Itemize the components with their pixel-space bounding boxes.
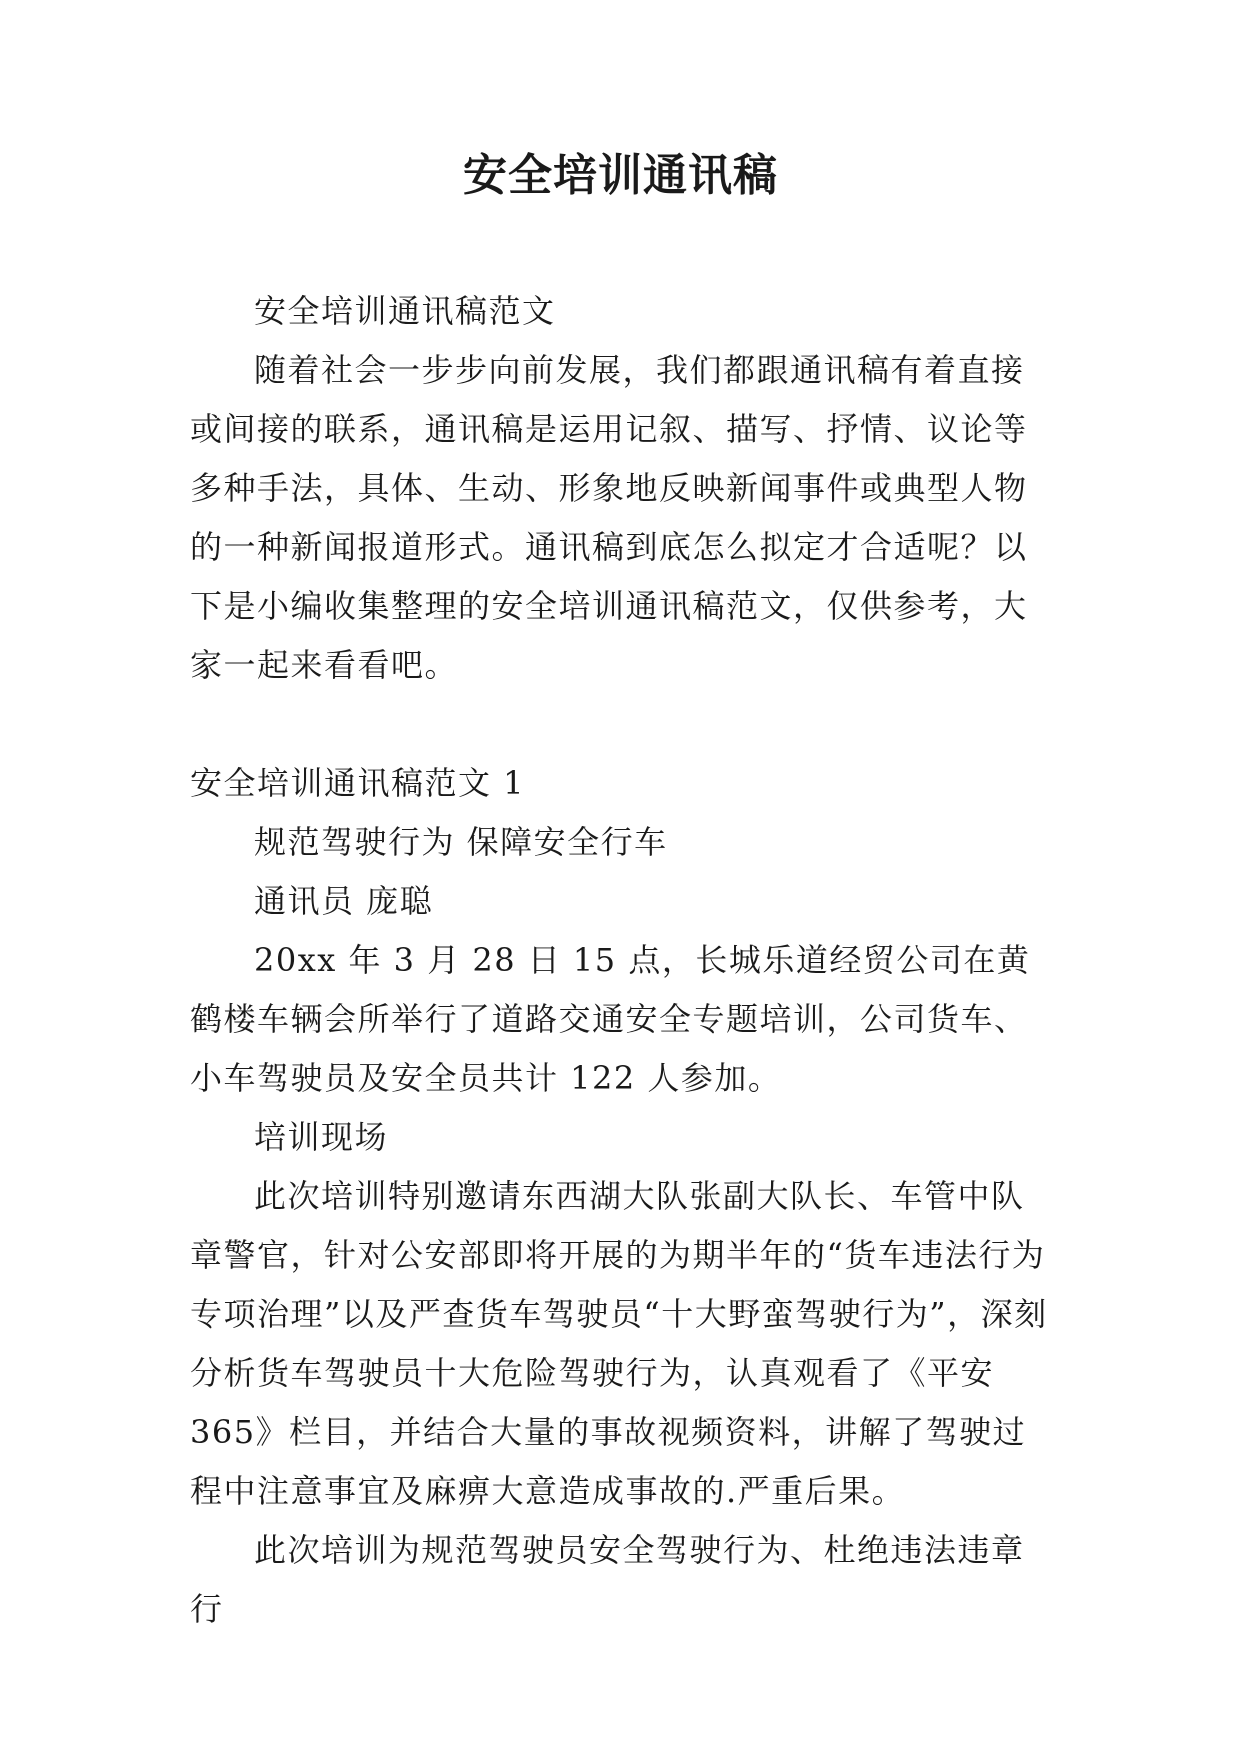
article-headline: 规范驾驶行为 保障安全行车 <box>254 823 668 861</box>
article-paragraph: 20xx 年 3 月 28 日 15 点，长城乐道经贸公司在黄鹤楼车辆会所举行了道路交通安全专题培训，公司货车、小车驾驶员及安全员共计 122 人参加。 <box>190 941 1031 1097</box>
photo-caption: 培训现场 <box>254 1118 389 1156</box>
article-paragraph: 此次培训特别邀请东西湖大队张副大队长、车管中队章警官，针对公安部即将开展的为期半年的“货车违法行为专项治理”以及严查货车驾驶员“十大野蛮驾驶行为”，深刻分析货车驾驶员十大危险驾驶行为，认真观看了《平安 365》栏目，并结合大量的事故视频资料，讲解了驾驶过程中注意事宜及麻痹大意造成事故的.严重后果。 <box>190 1177 1048 1510</box>
section-spacer <box>190 695 1050 754</box>
intro-paragraph: 随着社会一步步向前发展，我们都跟通讯稿有着直接或间接的联系，通讯稿是运用记叙、描写、抒情、议论等多种手法，具体、生动、形象地反映新闻事件或典型人物的一种新闻报道形式。通讯稿到底怎么拟定才合适呢？以下是小编收集整理的安全培训通讯稿范文，仅供参考，大家一起来看看吧。 <box>190 351 1028 684</box>
document-body <box>190 282 1050 1639</box>
article-byline: 通讯员 庞聪 <box>254 882 434 920</box>
article-paragraph: 此次培训为规范驾驶员安全驾驶行为、杜绝违法违章行 <box>190 1531 1025 1628</box>
section-heading: 安全培训通讯稿范文 1 <box>190 764 526 802</box>
document-title: 安全培训通讯稿 <box>463 150 778 201</box>
intro-heading: 安全培训通讯稿范文 <box>254 292 556 330</box>
